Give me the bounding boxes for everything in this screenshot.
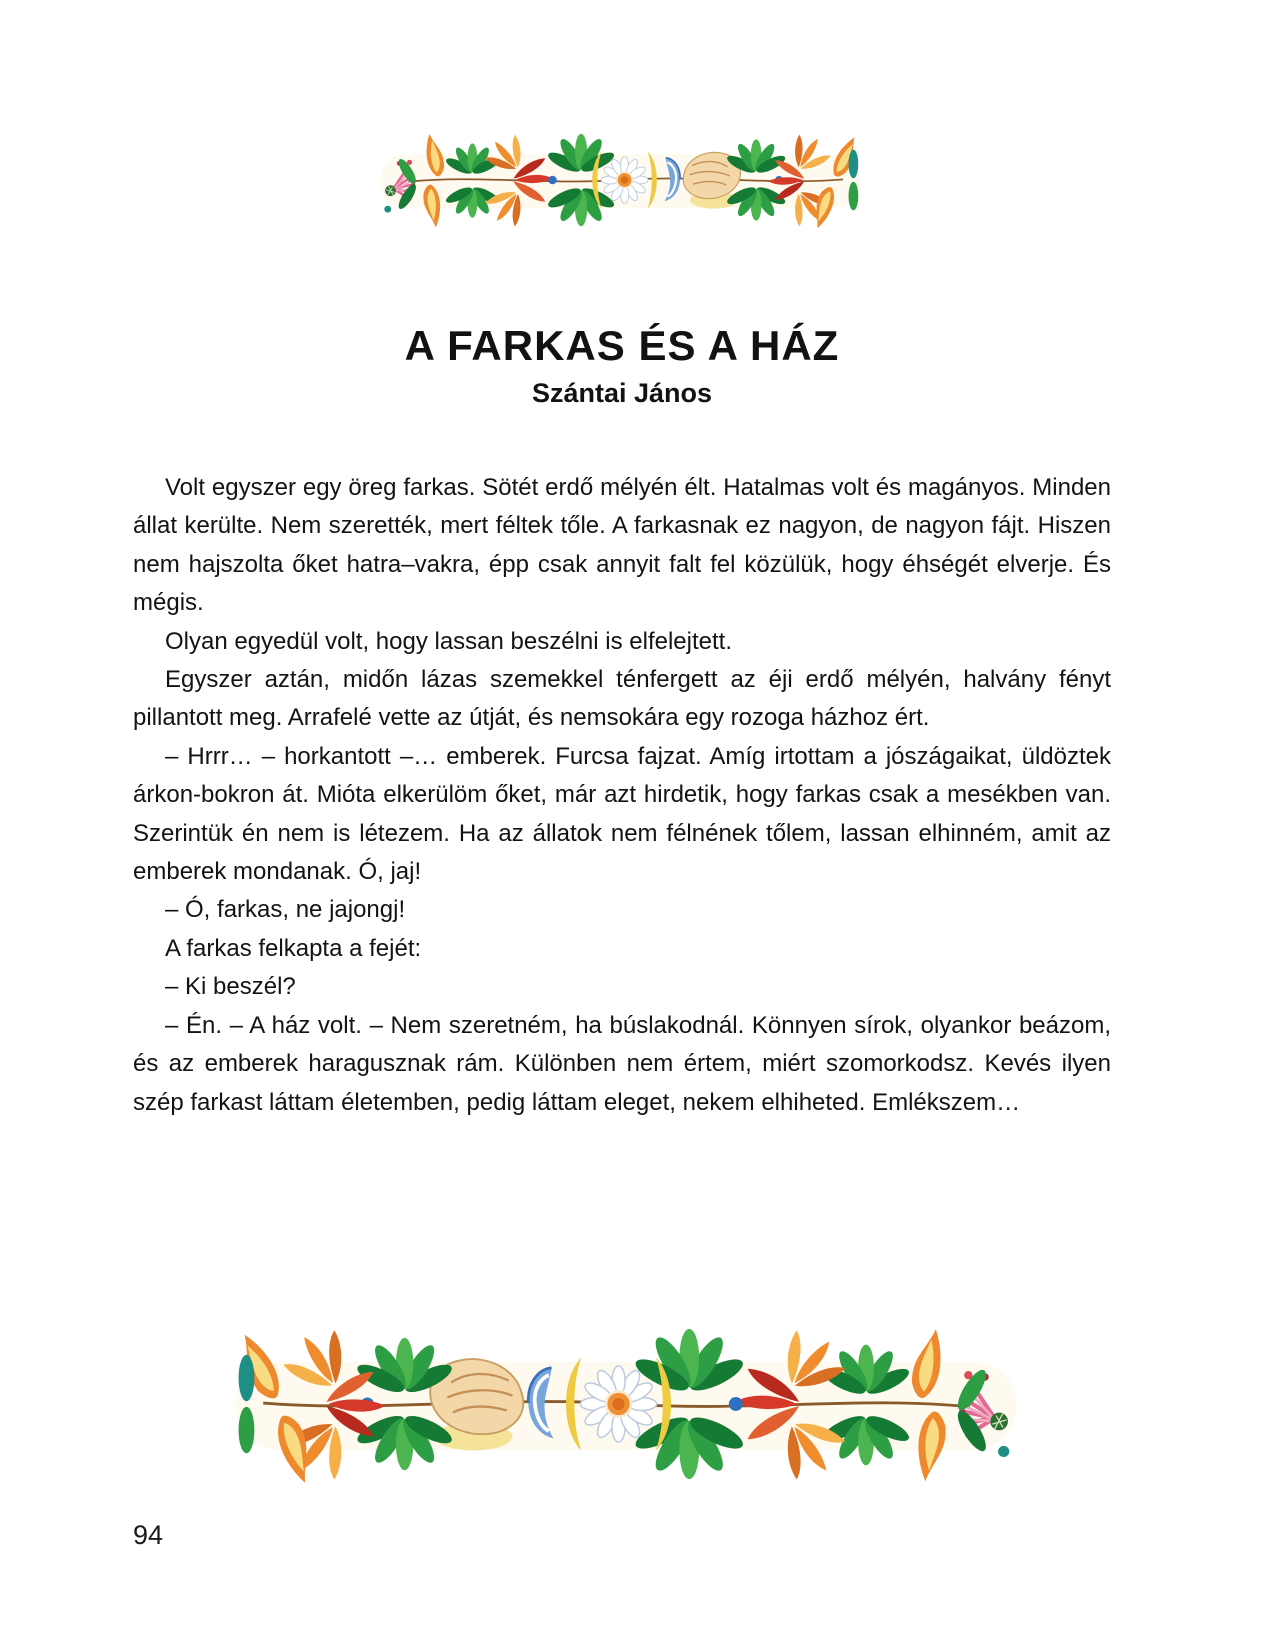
story-paragraph: A farkas felkapta a fejét:: [165, 934, 422, 962]
story-author: Szántai János: [531, 378, 713, 408]
story-paragraph: – Ó, farkas, ne jajongj!: [165, 896, 406, 924]
story-paragraph: Volt egyszer egy öreg farkas. Sötét erdő mélyén élt. Hatalmas volt és magányos. Minden állat kerülte. Nem szerették, mert féltek tőle. A farkasnak ez nagyon, de nagyon fájt. Hiszen nem hajszolta őket hatra–vakra, épp csak annyit falt fel közülük, hogy éhségét elverje. És mégis.: [133, 474, 1111, 617]
page-number: 94: [133, 1520, 164, 1550]
story-paragraph: – Én. – A ház volt. – Nem szeretném, ha búslakodnál. Könnyen sírok, olyankor beázom, és az emberek haragusznak rám. Különben nem értem, miért szomorkodsz. Kevés ilyen szép farkast láttam életemben, pedig láttam eleget, nekem elhiheted. Emlékszem…: [133, 1011, 1111, 1116]
story-paragraph: Egyszer aztán, midőn lázas szemekkel ténfergett az éji erdő mélyén, halvány fényt pillantott meg. Arrafelé vette az útját, és nemsokára egy rozoga házhoz ért.: [133, 666, 1111, 732]
story-body: [133, 469, 1111, 1122]
story-paragraph: – Hrrr… – horkantott –… emberek. Furcsa fajzat. Amíg irtottam a jószágaikat, üldöztek árkon-bokron át. Mióta elkerülöm őket, már azt hirdetik, hogy farkas csak a mesékben van. Szerintük én nem is létezem. Ha az állatok nem félnének tőlem, lassan elhinném, amit az emberek mondanak. Ó, jaj!: [133, 742, 1111, 886]
floral-ornament-top: [374, 116, 866, 244]
folk-floral-band-graphic: [374, 116, 866, 244]
story-paragraph: Olyan egyedül volt, hogy lassan beszélni is elfelejtett.: [165, 627, 732, 655]
floral-ornament-bottom: [226, 1306, 1026, 1502]
story-title: A FARKAS ÉS A HÁZ: [404, 322, 840, 369]
story-paragraph: – Ki beszél?: [165, 973, 296, 1001]
folk-floral-band-graphic: [226, 1306, 1026, 1502]
